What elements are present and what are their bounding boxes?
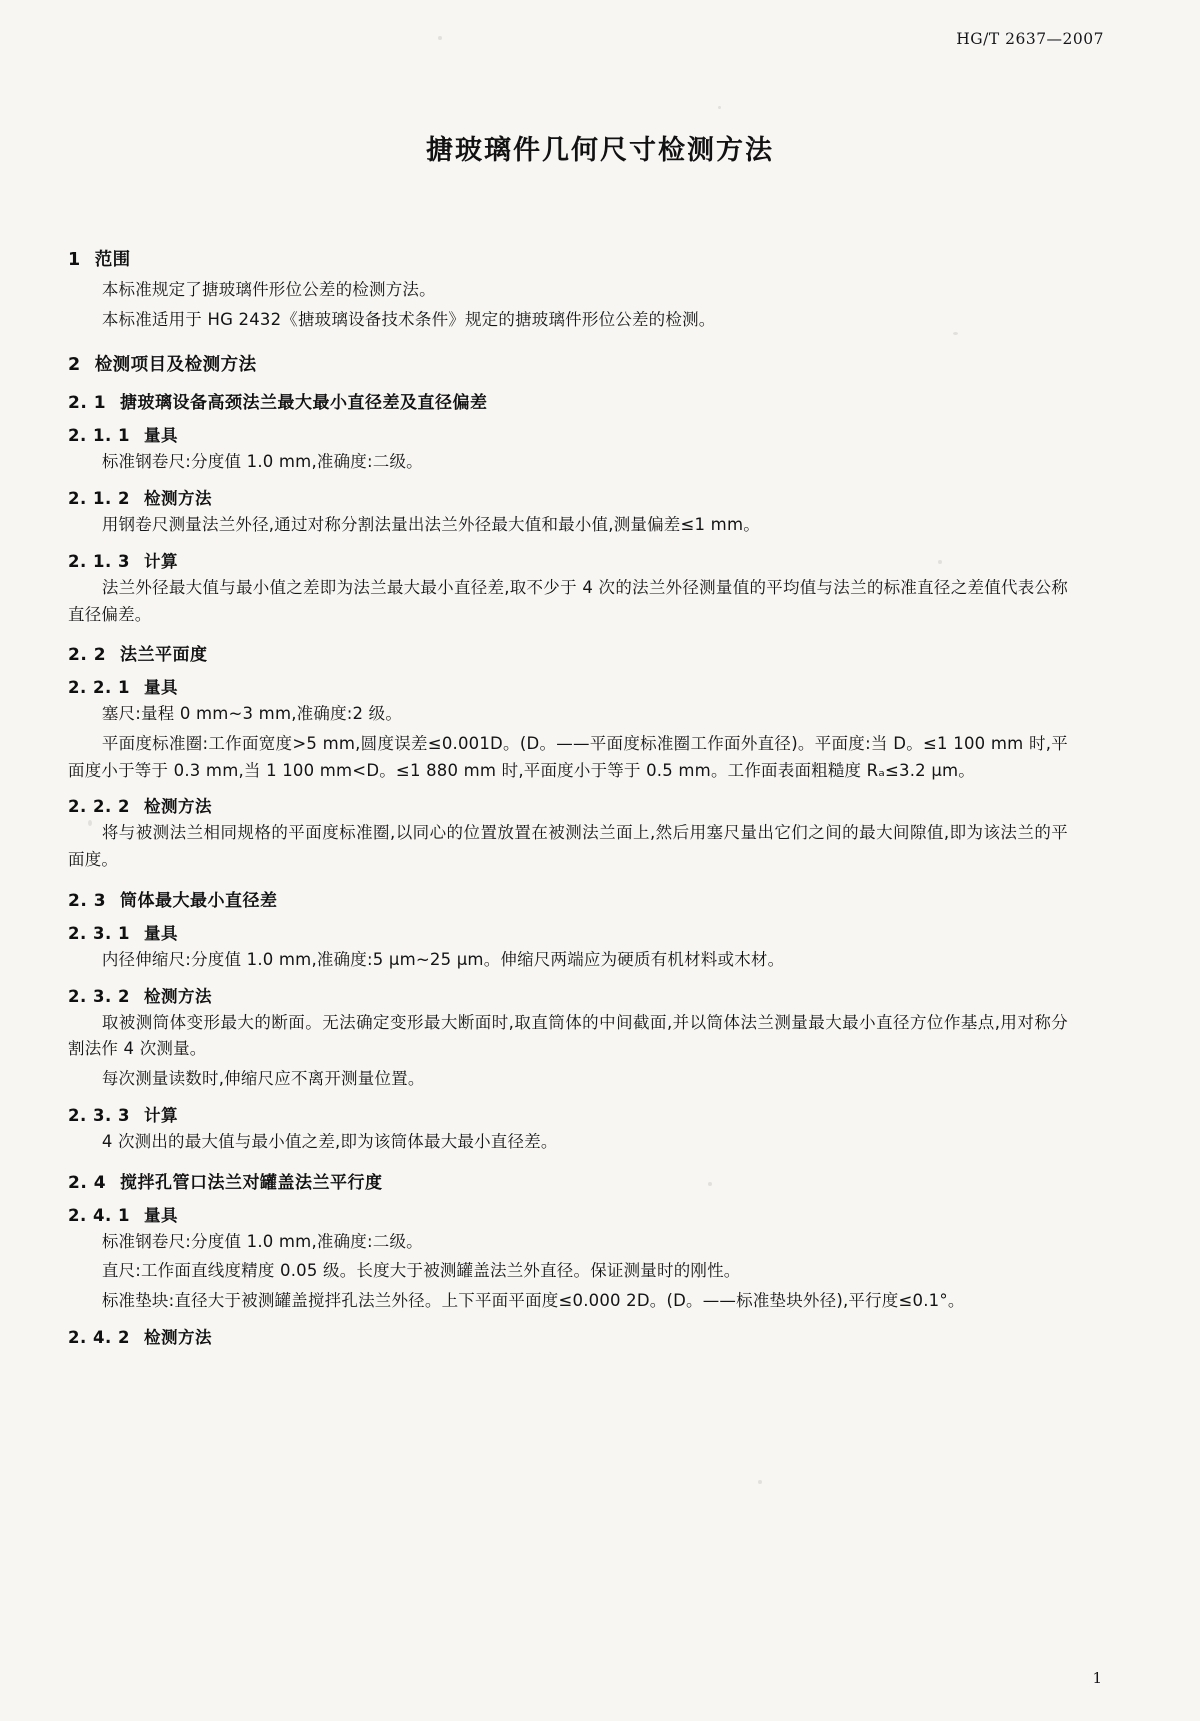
section-number: 1 — [68, 250, 81, 270]
section-heading-2-4 — [68, 1168, 1068, 1193]
section-heading-2-1 — [68, 388, 1068, 413]
section-heading-2-2-2 — [68, 793, 1068, 817]
section-title: 量具 — [143, 678, 178, 698]
section-number: 2. 3. 2 — [68, 986, 130, 1006]
page-header-standard-code: HG/T 2637—2007 — [956, 30, 1104, 48]
section-heading-2-4-1 — [68, 1202, 1068, 1226]
paragraph: 标准钢卷尺:分度值 1.0 mm,准确度:二级。 — [101, 452, 423, 472]
paragraph: 法兰外径最大值与最小值之差即为法兰最大最小直径差,取不少于 4 次的法兰外径测量值的平均值与法兰的标准直径之差值代表公称直径偏差。 — [68, 577, 1068, 624]
section-number: 2 — [68, 355, 81, 376]
paragraph: 平面度标准圈:工作面宽度>5 mm,圆度误差≤0.001D。(D。——平面度标准圈工作面外直径)。平面度:当 D。≤1 100 mm 时,平面度小于等于 0.3 mm,当 1 100 mm<D。≤1 880 mm 时,平面度小于等于 0.5 mm。工作面表面粗糙度 Rₐ≤3.2 μm。 — [68, 734, 1068, 780]
section-title: 搪玻璃设备高颈法兰最大最小直径差及直径偏差 — [120, 393, 488, 414]
section-heading-2-2-1 — [68, 674, 1068, 698]
scan-speck — [938, 560, 942, 564]
paragraph: 塞尺:量程 0 mm~3 mm,准确度:2 级。 — [101, 704, 403, 724]
section-number: 2. 2. 2 — [68, 797, 130, 817]
section-heading-2 — [68, 351, 1068, 376]
section-title: 计算 — [143, 1105, 178, 1125]
paragraph: 标准钢卷尺:分度值 1.0 mm,准确度:二级。 — [101, 1231, 423, 1251]
section-title: 筒体最大最小直径差 — [120, 890, 278, 911]
scan-speck — [718, 106, 721, 109]
section-number: 2. 1. 1 — [68, 426, 130, 446]
scan-speck — [708, 1182, 712, 1186]
section-title: 法兰平面度 — [120, 645, 208, 666]
section-title: 检测项目及检测方法 — [94, 355, 257, 376]
section-heading-2-3-3 — [68, 1102, 1068, 1126]
section-title: 搅拌孔管口法兰对罐盖法兰平行度 — [120, 1172, 383, 1193]
document-title: 搪玻璃件几何尺寸检测方法 — [426, 135, 774, 166]
section-number: 2. 4. 2 — [68, 1327, 130, 1347]
scan-speck — [88, 820, 92, 826]
paragraph: 将与被测法兰相同规格的平面度标准圈,以同心的位置放置在被测法兰面上,然后用塞尺量出它们之间的最大间隙值,即为该法兰的平面度。 — [68, 823, 1068, 870]
section-heading-2-3-2 — [68, 983, 1068, 1007]
section-title: 计算 — [143, 551, 178, 571]
paragraph: 用钢卷尺测量法兰外径,通过对称分割法量出法兰外径最大值和最小值,测量偏差≤1 mm。 — [101, 515, 760, 535]
paragraph: 标准垫块:直径大于被测罐盖搅拌孔法兰外径。上下平面平面度≤0.000 2D。(D。——标准垫块外径),平行度≤0.1°。 — [101, 1290, 965, 1310]
section-heading-2-1-3 — [68, 548, 1068, 572]
section-title: 量具 — [143, 923, 178, 943]
section-number: 2. 2 — [68, 645, 107, 666]
section-title: 检测方法 — [143, 986, 212, 1006]
section-number: 2. 4 — [68, 1172, 107, 1193]
section-heading-2-3-1 — [68, 920, 1068, 944]
document-body — [68, 228, 1068, 1351]
section-title: 量具 — [143, 426, 178, 446]
section-heading-1 — [68, 246, 1068, 271]
section-number: 2. 1. 2 — [68, 489, 130, 509]
paragraph: 本标准适用于 HG 2432《搪玻璃设备技术条件》规定的搪玻璃件形位公差的检测。 — [101, 309, 716, 329]
section-title: 范围 — [94, 250, 131, 270]
paragraph: 4 次测出的最大值与最小值之差,即为该筒体最大最小直径差。 — [101, 1131, 558, 1151]
section-heading-2-2 — [68, 640, 1068, 665]
section-number: 2. 3 — [68, 890, 107, 911]
scan-speck — [758, 1480, 762, 1484]
section-number: 2. 4. 1 — [68, 1205, 130, 1225]
section-heading-2-1-1 — [68, 422, 1068, 446]
section-heading-2-1-2 — [68, 485, 1068, 509]
section-heading-2-3 — [68, 886, 1068, 911]
section-title: 检测方法 — [143, 489, 212, 509]
scan-speck — [438, 36, 442, 40]
section-number: 2. 2. 1 — [68, 678, 130, 698]
paragraph: 每次测量读数时,伸缩尺应不离开测量位置。 — [101, 1069, 425, 1089]
section-title: 检测方法 — [143, 797, 212, 817]
scan-speck — [953, 332, 958, 335]
paragraph: 本标准规定了搪玻璃件形位公差的检测方法。 — [101, 280, 436, 299]
paragraph: 取被测筒体变形最大的断面。无法确定变形最大断面时,取直筒体的中间截面,并以筒体法兰测量最大最小直径方位作基点,用对称分割法作 4 次测量。 — [68, 1012, 1068, 1059]
page-content-area — [68, 0, 1132, 1721]
section-heading-2-4-2 — [68, 1324, 1068, 1348]
section-number: 2. 1 — [68, 393, 107, 414]
paragraph: 直尺:工作面直线度精度 0.05 级。长度大于被测罐盖法兰外直径。保证测量时的刚性。 — [101, 1261, 741, 1281]
section-title: 量具 — [143, 1205, 178, 1225]
page-number: 1 — [1092, 1669, 1102, 1687]
paragraph: 内径伸缩尺:分度值 1.0 mm,准确度:5 μm~25 μm。伸缩尺两端应为硬质有机材料或木材。 — [101, 949, 785, 969]
section-number: 2. 1. 3 — [68, 551, 130, 571]
section-number: 2. 3. 3 — [68, 1105, 130, 1125]
section-number: 2. 3. 1 — [68, 923, 130, 943]
section-title: 检测方法 — [143, 1327, 212, 1347]
